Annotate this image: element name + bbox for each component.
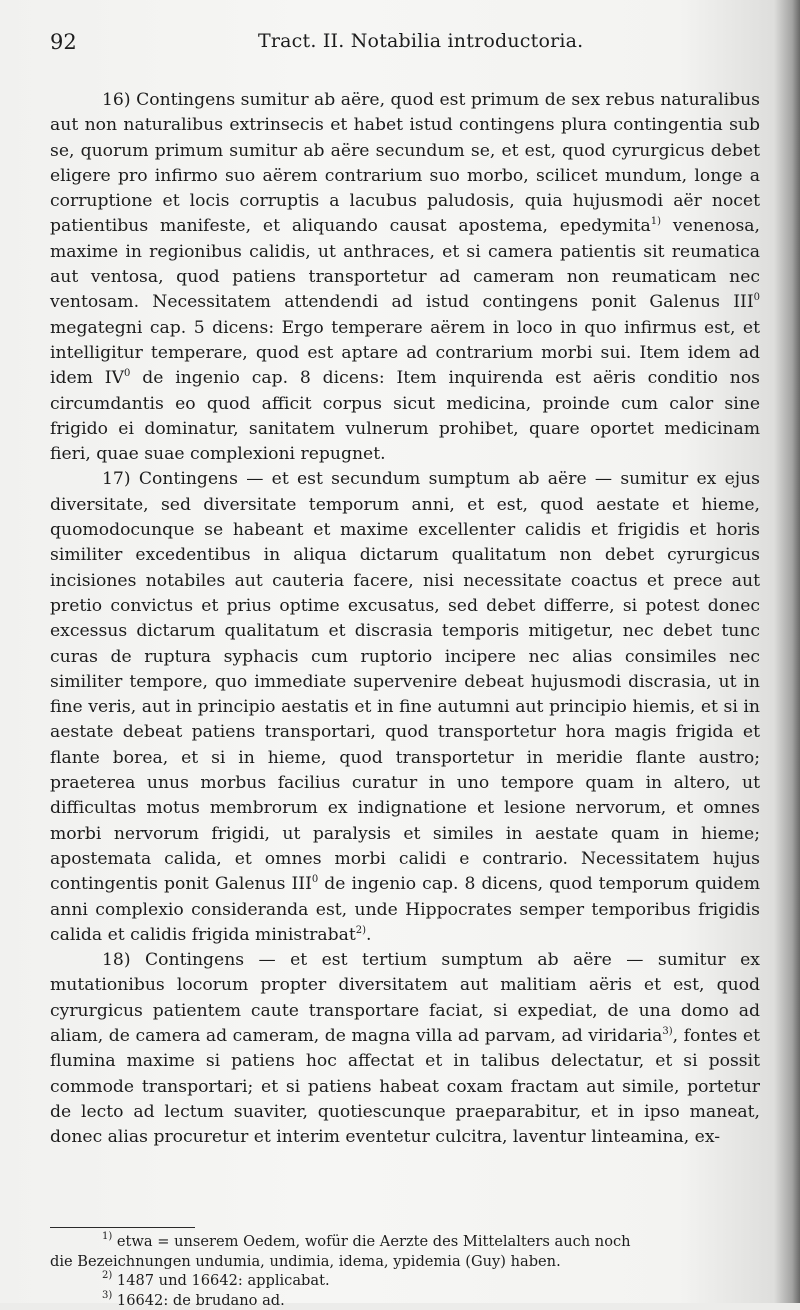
degree-marker: 0 [124,368,130,379]
paragraph-text: , fontes et flumina maxime si patiens hoc affectat et in talibus delectatur, et si possit commode transportari; et si patiens habeat coxam fractam aut simile, portetur de lecto ad lectum suaviter, quotiescunque praeparabitur, et in ipso maneat, donec alias procuretur et interim eventetur culcitra, laventur linteamina, ex- [50,1026,760,1147]
paragraph-17 [50,467,760,948]
paragraph-text: venenosa, maxime in regionibus calidis, ut anthraces, et si camera patientis sit reumatica aut ventosa, quod patiens transportetur ad cameram non reumaticam nec ventosam. Necessitatem attendendi ad istud contingens ponit Galenus III [50,216,760,312]
footnote-marker: 1) [102,1231,112,1242]
footnote-rule [50,1227,195,1228]
footnote-ref-2: 2) [356,925,366,936]
footnote-marker: 3) [102,1290,112,1301]
degree-marker: 0 [312,874,318,885]
page-number: 92 [50,30,77,54]
page-gutter-shadow [774,0,800,1303]
paragraph-text: de ingenio cap. 8 dicens: Item inquirenda est aëris conditio nos circumdantis eo quod afficit corpus sicut medicina, proinde cum calor sine frigido ei dominatur, sanitatem vulnerum prohibet, quare oportet medicinam fieri, quae suae complexioni repugnet. [50,368,760,464]
paragraph-text: megategni cap. 5 dicens: Ergo temperare aërem in loco in quo infirmus est, et intelligitur temperare, quod est aptare ad contrarium morbi sui. Item idem ad idem IV [50,318,760,389]
running-title: Tract. II. Notabilia introductoria. [258,30,583,52]
main-text [50,88,760,1150]
degree-marker: 0 [754,292,760,303]
footnote-text: 1487 und 16642: applicabat. [112,1272,329,1289]
footnote-ref-3: 3) [662,1026,672,1037]
footnote-text: etwa = unserem Oedem, wofür die Aerzte des Mittelalters auch noch [112,1233,630,1250]
running-head [50,30,760,62]
footnotes [50,1232,770,1310]
paragraph-text: 16) Contingens sumitur ab aëre, quod est primum de sex rebus naturalibus aut non naturalibus extrinsecis et habet istud contingens plura contingentia sub se, quorum primum sumitur ab aëre secundum se, et est, quod cyrurgicus debet eligere pro infirmo suo aërem contrarium suo morbo, scilicet mundum, longe a corruptione et locis corruptis a lacubus paludosis, quia hujusmodi aër nocet patientibus manifeste, et aliquando causat apostema, epedymita [50,90,760,236]
paragraph-16 [50,88,760,467]
paragraph-text: de ingenio cap. 8 dicens, quod temporum quidem anni complexio consideranda est, unde Hippocrates semper temporibus frigidis calida et calidis frigida ministrabat [50,874,760,945]
footnote-1 [50,1232,770,1252]
footnote-marker: 2) [102,1270,112,1281]
footnote-ref-1: 1) [651,216,661,227]
footnote-text: die Bezeichnungen undumia, undimia, idema, ypidemia (Guy) haben. [50,1253,561,1270]
paragraph-18 [50,948,760,1150]
paragraph-text: . [366,925,371,945]
footnote-1-continued [50,1252,770,1272]
footnote-2 [50,1271,770,1291]
footnote-3 [50,1291,770,1310]
footnote-text: 16642: de brudano ad. [112,1292,285,1309]
paragraph-text: 18) Contingens — et est tertium sumptum ab aëre — sumitur ex mutationibus locorum propter diversitatem aut malitiam aëris et est, quod cyrurgicus patientem caute transportare faciat, si expediat, de una domo ad aliam, de camera ad cameram, de magna villa ad parvam, ad viridaria [50,950,760,1046]
paragraph-text: 17) Contingens — et est secundum sumptum ab aëre — sumitur ex ejus diversitate, sed diversitate temporum anni, et est, quod aestate et hieme, quomodocunque se habeant et maxime excellenter calidis et frigidis et horis similiter excedentibus in aliqua dictarum qualitatum non debet cyrurgicus incisiones notabiles aut cauteria facere, nisi necessitate coactus et prece aut pretio convictus et prius optime excusatus, sed debet differre, si potest donec excessus dictarum qualitatum et discrasia temporis mitigetur, nec debet tunc curas de ruptura syphacis cum ruptorio incipere nec alias consimiles nec similiter tempore, quo immediate supervenire debeat hujusmodi discrasia, ut in fine veris, aut in principio aestatis et in fine autumni aut principio hiemis, et si in aestate debeat patiens transportari, quod transportetur hora magis frigida et flante borea, et si in hieme, quod transportetur in meridie flante austro; praeterea unus morbus facilius curatur in uno tempore quam in altero, ut difficultas motus membrorum ex indignatione et lesione nervorum, et omnes morbi nervorum frigidi, ut paralysis et similes in aestate quam in hieme; apostemata calida, et omnes morbi calidi e contrario. Necessitatem hujus contingentis ponit Galenus III [50,469,760,894]
